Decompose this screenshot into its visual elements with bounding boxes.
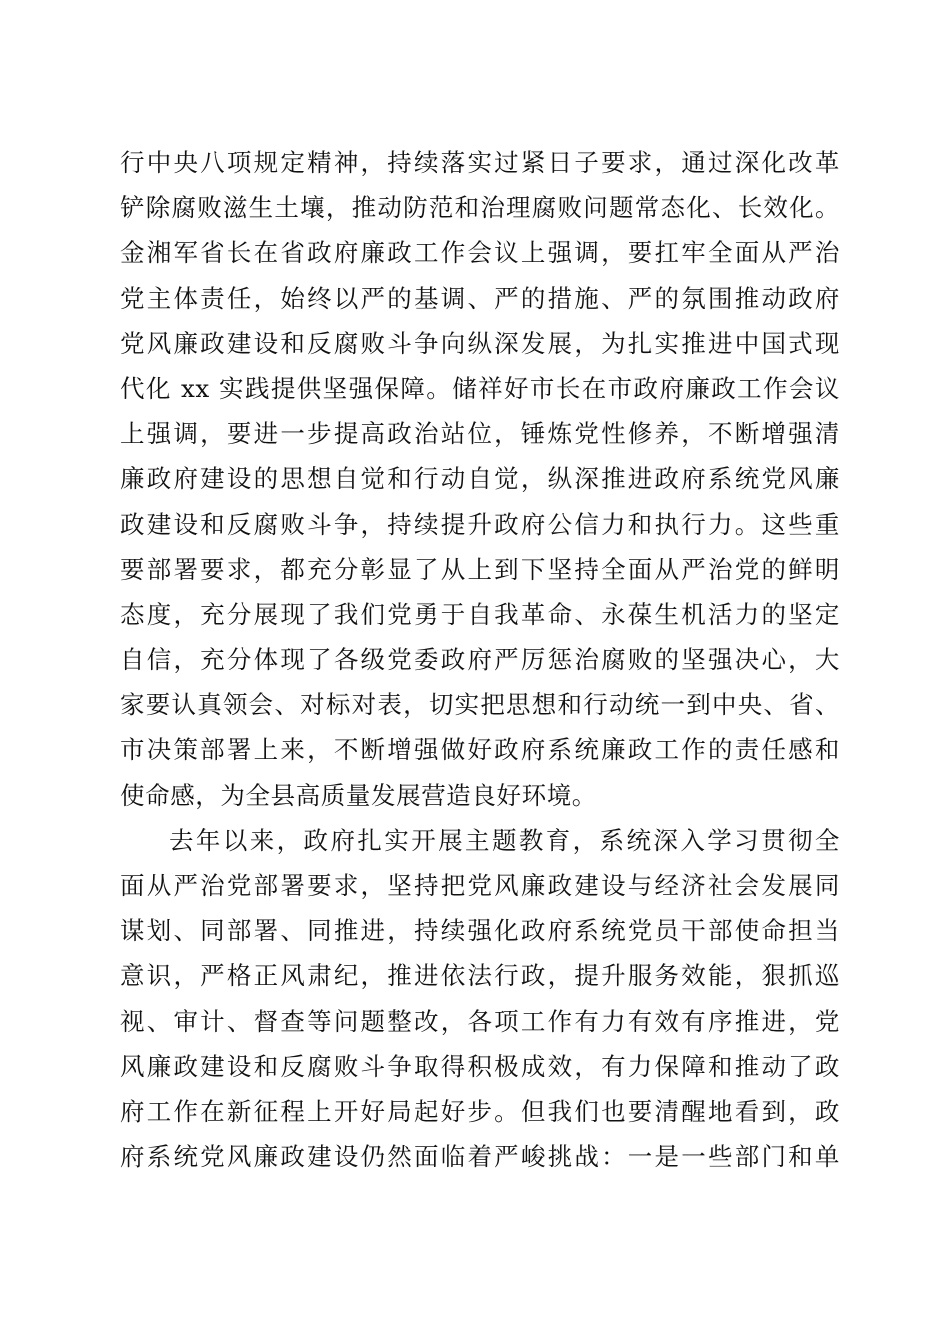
text-line: 党主体责任，始终以严的基调、严的措施、严的氛围推动政府 — [120, 283, 840, 313]
text-line: 面从严治党部署要求，坚持把党风廉政建设与经济社会发展同 — [120, 871, 840, 900]
text-line: 视、审计、督查等问题整改，各项工作有力有效有序推进，党 — [120, 1006, 840, 1036]
text-line-paragraph-start: 去年以来，政府扎实开展主题教育，系统深入学习贯彻全 — [169, 825, 840, 855]
text-line: 上强调，要进一步提高政治站位，锤炼党性修养，不断增强清 — [120, 419, 840, 449]
text-line: 谋划、同部署、同推进，持续强化政府系统党员干部使命担当 — [120, 916, 840, 946]
text-line-paragraph-end: 使命感，为全县高质量发展营造良好环境。 — [120, 780, 597, 810]
text-line: 意识，严格正风肃纪，推进依法行政，提升服务效能，狠抓巡 — [120, 961, 840, 991]
text-line: 廉政府建设的思想自觉和行动自觉，纵深推进政府系统党风廉 — [120, 464, 840, 494]
text-line: 态度，充分展现了我们党勇于自我革命、永葆生机活力的坚定 — [120, 599, 840, 629]
text-line: 行中央八项规定精神，持续落实过紧日子要求，通过深化改革 — [120, 148, 840, 177]
text-line: 市决策部署上来，不断增强做好政府系统廉政工作的责任感和 — [120, 735, 840, 765]
text-line: 政建设和反腐败斗争，持续提升政府公信力和执行力。这些重 — [120, 509, 840, 539]
text-line: 府系统党风廉政建设仍然面临着严峻挑战：一是一些部门和单 — [120, 1142, 840, 1172]
text-line: 铲除腐败滋生土壤，推动防范和治理腐败问题常态化、长效化。 — [120, 193, 840, 223]
text-line: 风廉政建设和反腐败斗争取得积极成效，有力保障和推动了政 — [120, 1051, 840, 1081]
body-text — [120, 140, 840, 1179]
text-line: 金湘军省长在省政府廉政工作会议上强调，要扛牢全面从严治 — [120, 238, 840, 268]
text-line: 自信，充分体现了各级党委政府严厉惩治腐败的坚强决心，大 — [120, 645, 840, 675]
text-line: 要部署要求，都充分彰显了从上到下坚持全面从严治党的鲜明 — [120, 554, 840, 584]
text-line: 代化 xx 实践提供坚强保障。储祥好市长在市政府廉政工作会议 — [120, 373, 840, 403]
text-line: 府工作在新征程上开好局起好步。但我们也要清醒地看到，政 — [120, 1096, 840, 1126]
text-line: 家要认真领会、对标对表，切实把思想和行动统一到中央、省、 — [120, 690, 840, 720]
text-line: 党风廉政建设和反腐败斗争向纵深发展，为扎实推进中国式现 — [120, 328, 840, 358]
